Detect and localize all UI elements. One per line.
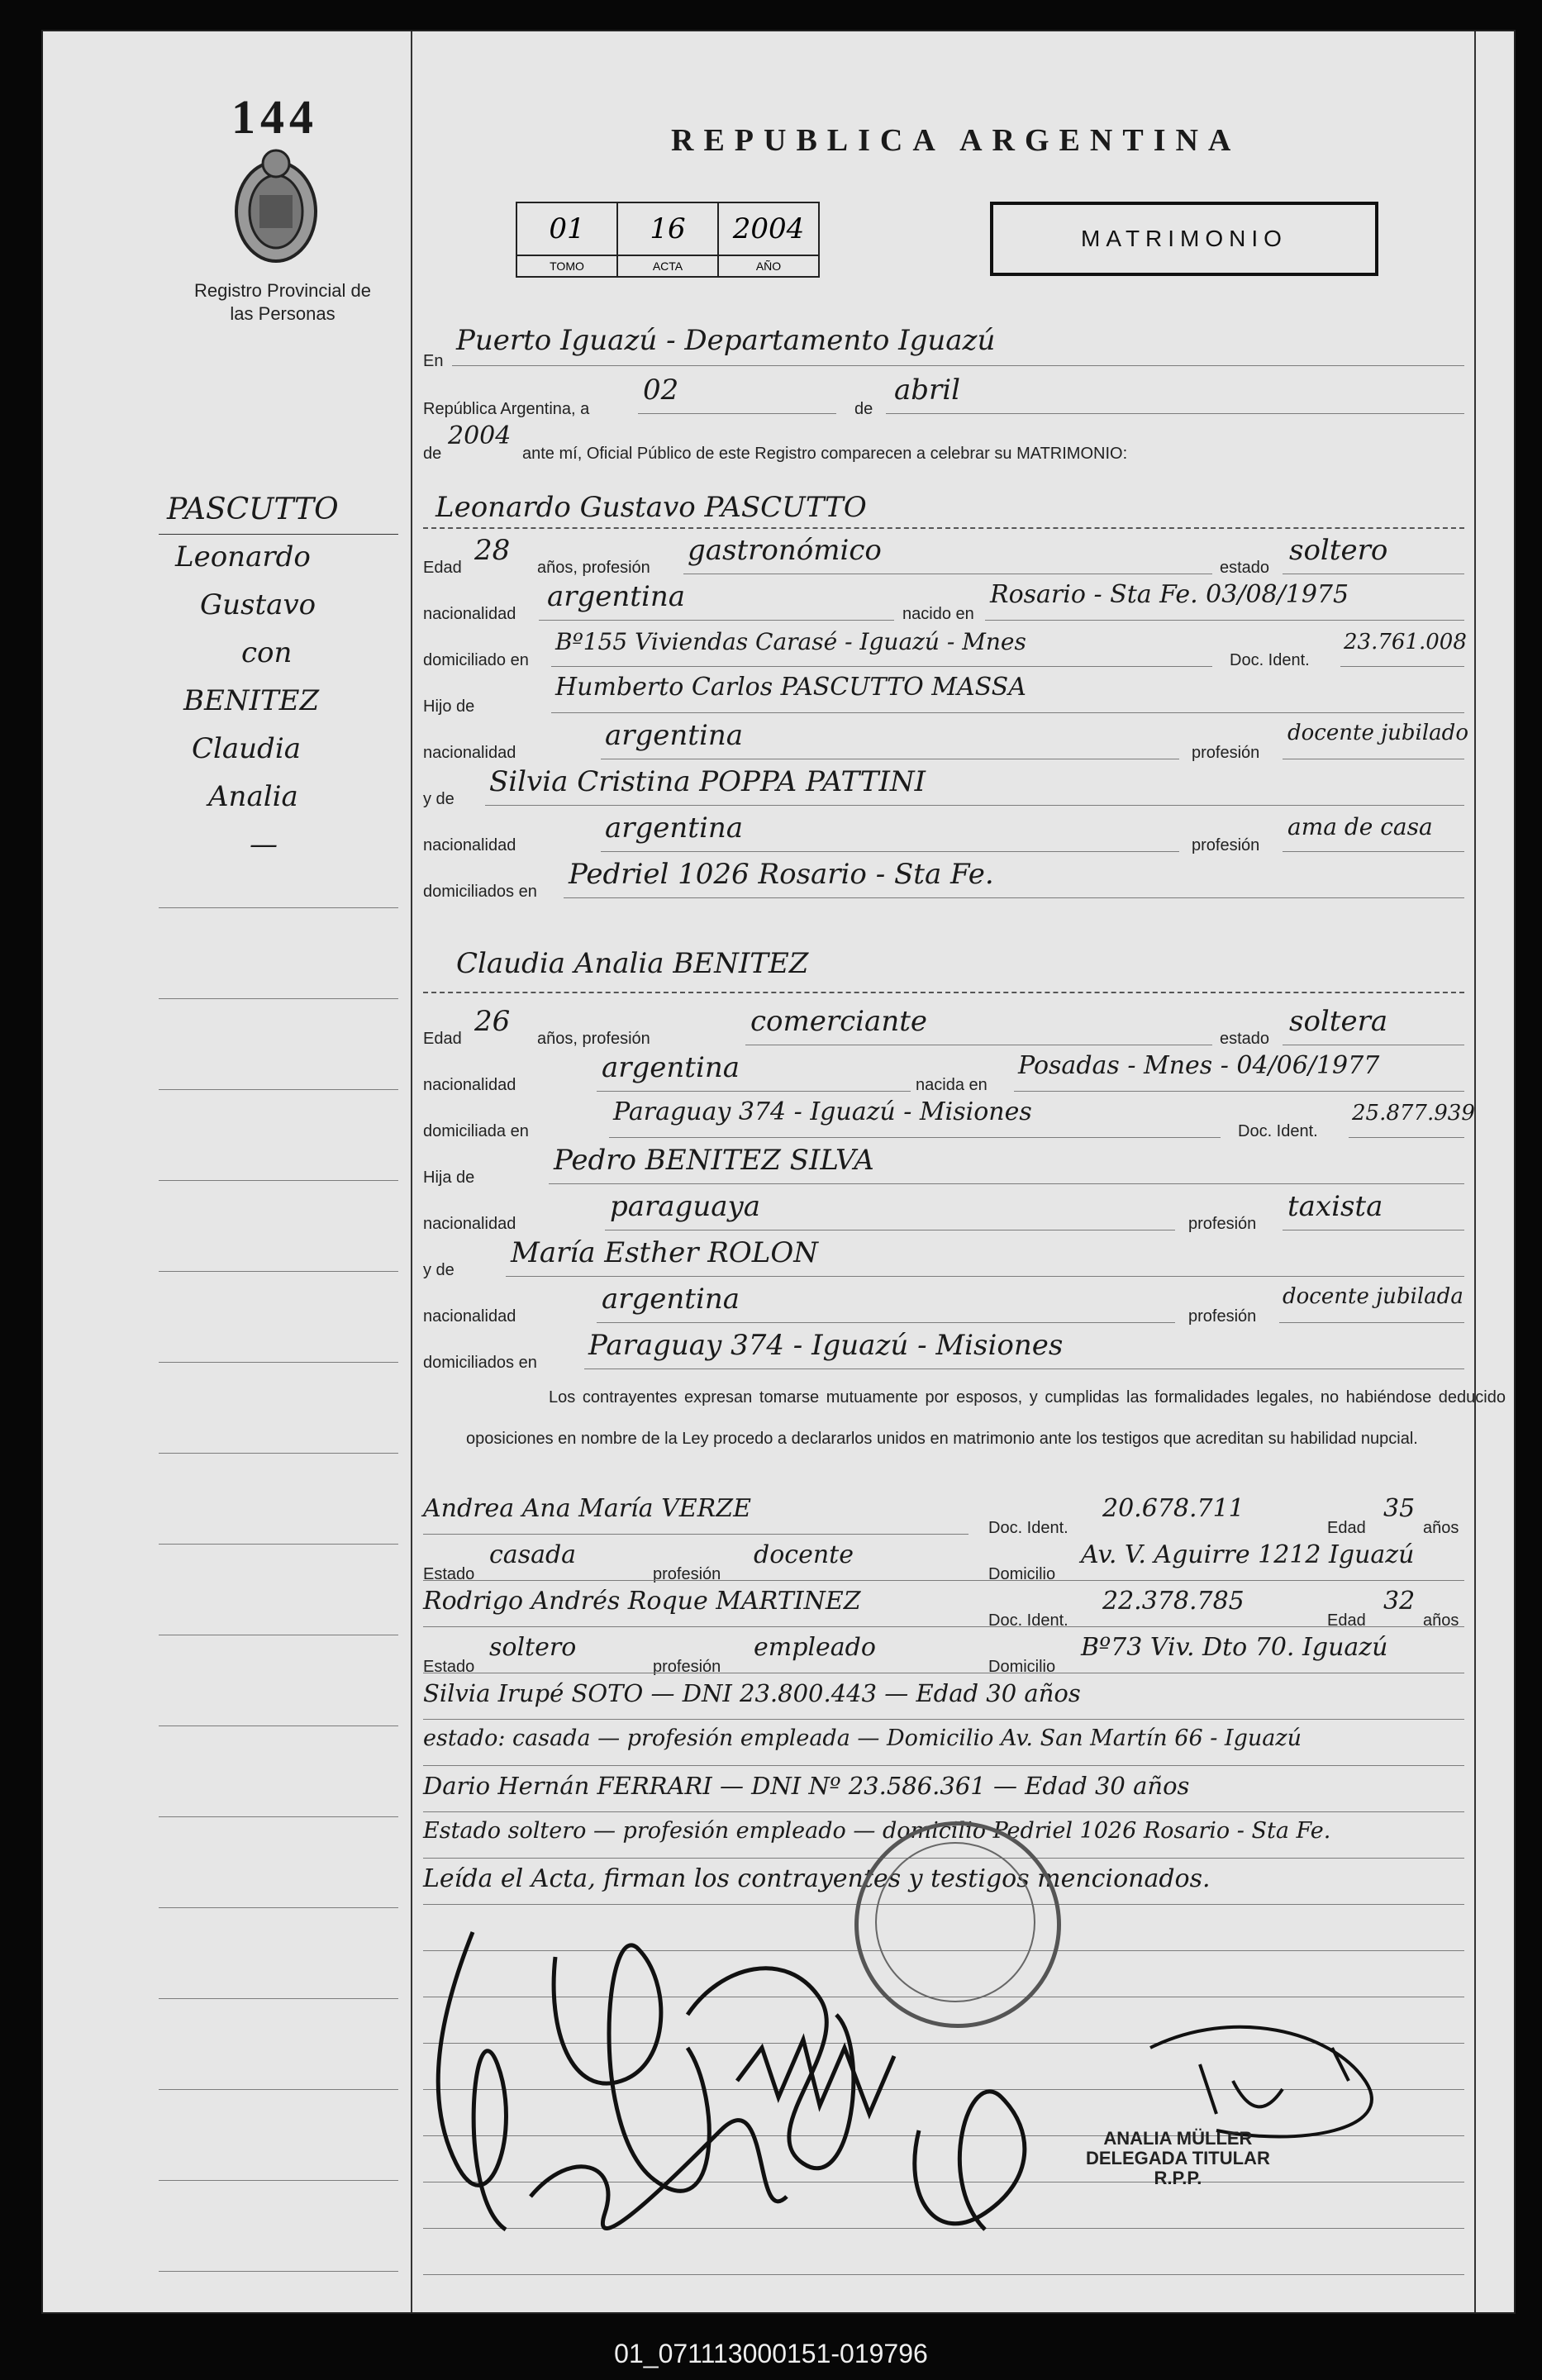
field-line (985, 620, 1464, 621)
field-line (584, 1368, 1464, 1369)
bride-madre-nac-label: nacionalidad (423, 1307, 516, 1326)
field-line (1340, 666, 1464, 667)
groom-padre: Humberto Carlos PASCUTTO MASSA (555, 673, 1026, 702)
bride-anos-prof-label: años, profesión (537, 1030, 650, 1048)
groom-madre: Silvia Cristina POPPA PATTINI (489, 765, 926, 798)
field-line (485, 805, 1464, 806)
section-divider (423, 527, 1464, 529)
field-line (423, 1811, 1464, 1812)
groom-doc-label: Doc. Ident. (1230, 651, 1310, 669)
statement-text: ante mí, Oficial Público de este Registro comparecen a celebrar su MATRIMONIO: (522, 445, 1128, 463)
field-line (506, 1276, 1464, 1277)
extra-line: estado: casada — profesión empleada — Domicilio Av. San Martín 66 - Iguazú (423, 1726, 1302, 1751)
margin-rule (159, 907, 398, 908)
groom-nacido: Rosario - Sta Fe. 03/08/1975 (990, 580, 1349, 609)
ano-value: 2004 (718, 202, 819, 255)
groom-padres-dom-label: domiciliados en (423, 883, 537, 901)
witness2-doc: 22.378.785 (1102, 1587, 1245, 1616)
acta-value: 16 (617, 202, 718, 255)
groom-edad-label: Edad (423, 559, 462, 577)
bride-edad-label: Edad (423, 1030, 462, 1048)
groom-madre-nac-label: nacionalidad (423, 836, 516, 854)
witness1-edad: 35 (1383, 1494, 1416, 1523)
groom-dom-label: domiciliado en (423, 651, 529, 669)
bride-dom-label: domiciliada en (423, 1122, 529, 1140)
official-signature-block (1086, 2129, 1270, 2188)
signatures (407, 1883, 1398, 2279)
witness2-edad: 32 (1383, 1587, 1416, 1616)
field-line (597, 1322, 1175, 1323)
groom-profesion: gastronómico (688, 534, 882, 567)
signature-mark (915, 2092, 1025, 2230)
bride-madre: María Esther ROLON (511, 1236, 818, 1269)
section-divider (423, 992, 1464, 993)
witness2-domicilio: Bº73 Viv. Dto 70. Iguazú (1081, 1633, 1388, 1662)
field-line (423, 1765, 1464, 1766)
witness1-doc-label: Doc. Ident. (988, 1519, 1068, 1537)
registry-name: Registro Provincial de las Personas (194, 280, 371, 324)
groom-padre-nac-label: nacionalidad (423, 744, 516, 762)
signature-mark (1150, 2027, 1372, 2137)
day-value: 02 (643, 374, 679, 407)
groom-padre-prof-label: profesión (1192, 744, 1260, 762)
signature-mark (737, 2040, 894, 2114)
bride-full-name: Claudia Analia BENITEZ (456, 947, 809, 980)
groom-full-name: Leonardo Gustavo PASCUTTO (435, 491, 867, 524)
margin-note-line: Analia (208, 780, 298, 813)
signature-mark (1200, 2048, 1349, 2114)
witness2-estado-label: Estado (423, 1658, 475, 1676)
de2-label: de (423, 445, 442, 463)
bride-profesion: comerciante (750, 1005, 927, 1038)
field-line (423, 1534, 969, 1535)
margin-note-line: Gustavo (200, 588, 316, 621)
signature-mark (554, 1945, 709, 2191)
bride-doc: 25.877.939 (1352, 1101, 1475, 1126)
extra-line: Estado soltero — profesión empleado — domicilio Pedriel 1026 Rosario - Sta Fe. (423, 1818, 1331, 1844)
field-line (423, 1719, 1464, 1720)
field-line (638, 413, 836, 414)
field-line (423, 1626, 1464, 1627)
margin-rule (159, 1180, 398, 1181)
witness1-profesion: docente (754, 1540, 854, 1569)
field-line (609, 1137, 1221, 1138)
witness2-edad-label: Edad (1327, 1611, 1366, 1630)
groom-padre-nac: argentina (605, 719, 744, 752)
bride-madre-prof: docente jubilada (1283, 1284, 1463, 1309)
margin-note-line: BENITEZ (183, 684, 320, 717)
bride-madre-prof-label: profesión (1188, 1307, 1257, 1326)
witness1-domicilio: Av. V. Aguirre 1212 Iguazú (1081, 1540, 1415, 1569)
margin-note-line: Leonardo (175, 540, 311, 574)
field-line (564, 897, 1464, 898)
field-line (1279, 1322, 1464, 1323)
groom-nacido-label: nacido en (902, 605, 974, 623)
witness1-name: Andrea Ana María VERZE (423, 1494, 751, 1523)
republica-label: República Argentina, a (423, 400, 590, 418)
groom-edad: 28 (474, 534, 511, 567)
field-line (551, 666, 1212, 667)
official-name: ANALIA MÜLLER (1103, 2128, 1253, 2149)
witness2-anos-label: años (1423, 1611, 1459, 1630)
page-number: 144 (231, 90, 318, 144)
groom-padres-dom: Pedriel 1026 Rosario - Sta Fe. (569, 858, 994, 891)
groom-nac-label: nacionalidad (423, 605, 516, 623)
groom-estado-label: estado (1220, 559, 1270, 577)
extra-line: Silvia Irupé SOTO — DNI 23.800.443 — Edad 30 años (423, 1679, 1081, 1707)
bride-padre-nac-label: nacionalidad (423, 1215, 516, 1233)
witness1-estado-label: Estado (423, 1565, 475, 1583)
bride-domicilio: Paraguay 374 - Iguazú - Misiones (613, 1097, 1032, 1126)
bride-padre-prof: taxista (1287, 1190, 1383, 1223)
bride-estado: soltera (1289, 1005, 1388, 1038)
bride-nacionalidad: argentina (602, 1051, 740, 1084)
acta-label: ACTA (617, 255, 718, 277)
right-margin-line (1474, 31, 1476, 2312)
document-type-box (990, 202, 1378, 276)
signature-mark (531, 2121, 787, 2229)
margin-rule (159, 1544, 398, 1545)
bride-padres-dom: Paraguay 374 - Iguazú - Misiones (588, 1329, 1064, 1362)
en-label: En (423, 352, 444, 370)
bride-nacida-label: nacida en (916, 1076, 988, 1094)
field-line (1014, 1091, 1464, 1092)
groom-nacionalidad: argentina (547, 580, 686, 613)
de-label: de (854, 400, 873, 418)
field-line (549, 1183, 1464, 1184)
bride-madre-label: y de (423, 1261, 455, 1279)
margin-underline (159, 534, 398, 535)
margin-rule (159, 1907, 398, 1908)
groom-doc: 23.761.008 (1344, 630, 1467, 654)
margin-rule (159, 1453, 398, 1454)
bride-padres-dom-label: domiciliados en (423, 1354, 537, 1372)
witness2-doc-label: Doc. Ident. (988, 1611, 1068, 1630)
coat-of-arms-icon (226, 145, 326, 269)
register-page (43, 31, 1514, 2312)
document-type: MATRIMONIO (1081, 226, 1287, 251)
declaration-text: Los contrayentes expresan tomarse mutuamente por esposos, y cumplidas las formalidades legales, no habiéndose deducido oposiciones en nombre de la Ley procedo a declararlos unidos en matrimonio ante los testigos que acreditan su habilidad nupcial. (466, 1388, 1506, 1448)
bride-doc-label: Doc. Ident. (1238, 1122, 1318, 1140)
witness2-estado: soltero (489, 1633, 577, 1662)
field-line (539, 620, 894, 621)
witness1-prof-label: profesión (653, 1565, 721, 1583)
bride-padre-label: Hija de (423, 1169, 475, 1187)
groom-padre-prof: docente jubilado (1287, 721, 1468, 745)
field-line (1349, 1137, 1464, 1138)
bride-nacida: Posadas - Mnes - 04/06/1977 (1018, 1051, 1380, 1080)
bride-estado-label: estado (1220, 1030, 1270, 1048)
place-value: Puerto Iguazú - Departamento Iguazú (456, 324, 996, 357)
witness2-dom-label: Domicilio (988, 1658, 1056, 1676)
witness1-doc: 20.678.711 (1102, 1494, 1245, 1523)
groom-padre-label: Hijo de (423, 697, 475, 716)
official-title: DELEGADA TITULAR (1086, 2148, 1270, 2168)
margin-rule (159, 2180, 398, 2181)
groom-domicilio: Bº155 Viviendas Carasé - Iguazú - Mnes (555, 628, 1026, 655)
groom-anos-prof-label: años, profesión (537, 559, 650, 577)
official-office: R.P.P. (1154, 2168, 1202, 2188)
witness1-edad-label: Edad (1327, 1519, 1366, 1537)
groom-madre-prof-label: profesión (1192, 836, 1260, 854)
field-line (601, 851, 1179, 852)
country-title: REPUBLICA ARGENTINA (671, 123, 1241, 158)
tomo-label: TOMO (516, 255, 617, 277)
margin-rule (159, 1816, 398, 1817)
bride-padre: Pedro BENITEZ SILVA (554, 1144, 874, 1177)
margin-rule (159, 1998, 398, 1999)
margin-note-line: PASCUTTO (167, 493, 339, 526)
margin-note-line: con (241, 636, 293, 669)
witness1-dom-label: Domicilio (988, 1565, 1056, 1583)
witness2-profesion: empleado (754, 1633, 876, 1662)
groom-madre-nac: argentina (605, 812, 744, 845)
bride-padre-prof-label: profesión (1188, 1215, 1257, 1233)
year-value: 2004 (448, 421, 512, 450)
footer-code: 01_071113000151-019796 (614, 2339, 928, 2368)
groom-madre-prof: ama de casa (1287, 813, 1433, 840)
bride-nac-label: nacionalidad (423, 1076, 516, 1094)
field-line (597, 1091, 911, 1092)
field-line (551, 712, 1464, 713)
field-line (1283, 851, 1464, 852)
groom-estado: soltero (1289, 534, 1388, 567)
witness1-anos-label: años (1423, 1519, 1459, 1537)
bride-madre-nac: argentina (602, 1283, 740, 1316)
bride-edad: 26 (474, 1005, 511, 1038)
month-value: abril (894, 374, 961, 407)
bride-padre-nac: paraguaya (610, 1190, 760, 1223)
witness2-name: Rodrigo Andrés Roque MARTINEZ (423, 1587, 861, 1616)
margin-rule (159, 1089, 398, 1090)
margin-rule (159, 2089, 398, 2090)
groom-madre-label: y de (423, 790, 455, 808)
signature-mark (438, 1932, 506, 2230)
tomo-acta-ano-box (516, 202, 820, 278)
witness1-estado: casada (489, 1540, 577, 1569)
margin-rule (159, 1271, 398, 1272)
field-line (423, 1580, 1464, 1581)
field-line (452, 365, 1464, 366)
extra-line: Leída el Acta, firman los contrayentes y testigos mencionados. (423, 1864, 1211, 1893)
margin-rule (159, 998, 398, 999)
witness2-prof-label: profesión (653, 1658, 721, 1676)
extra-line: Dario Hernán FERRARI — DNI Nº 23.586.361 — Edad 30 años (423, 1772, 1190, 1800)
margin-rule (159, 1362, 398, 1363)
tomo-value: 01 (516, 202, 617, 255)
field-line (886, 413, 1464, 414)
margin-rule (159, 2271, 398, 2272)
ano-label: AÑO (718, 255, 819, 277)
margin-note-line: — (250, 828, 278, 861)
margin-note-line: Claudia (192, 732, 301, 765)
